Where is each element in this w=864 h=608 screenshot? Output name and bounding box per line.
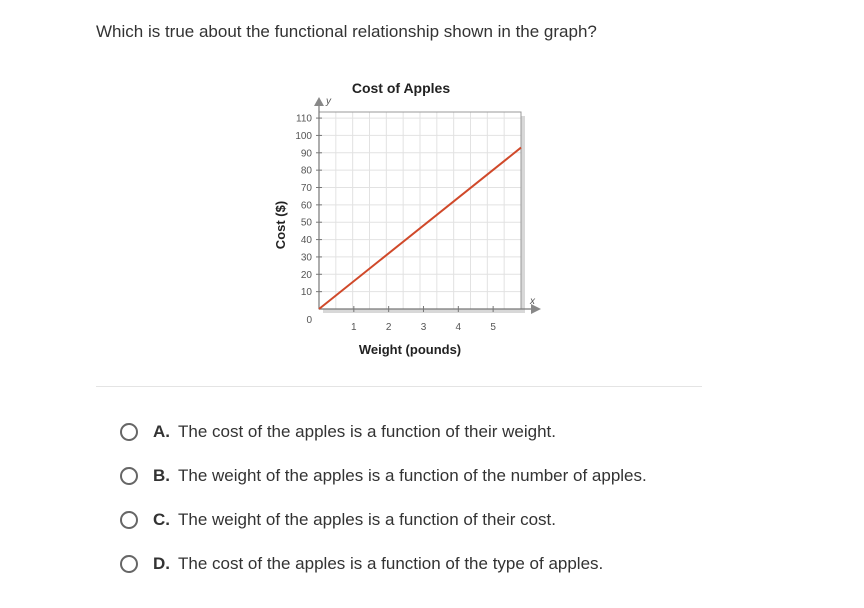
chart-svg xyxy=(260,70,560,370)
choice-b[interactable] xyxy=(120,454,647,498)
x-tick-label: 4 xyxy=(455,322,462,333)
y-tick-label: 40 xyxy=(300,235,312,247)
y-tick-label: 70 xyxy=(300,183,312,195)
y-tick-label: 100 xyxy=(295,130,312,142)
x-tick-label: 3 xyxy=(420,322,427,333)
cost-of-apples-chart xyxy=(260,70,560,370)
y-axis-arrow xyxy=(314,97,324,106)
radio-button-icon[interactable] xyxy=(120,555,138,573)
x-tick-label: 1 xyxy=(351,322,357,333)
x-axis-label: Weight (pounds) xyxy=(358,342,462,357)
x-axis-symbol: x xyxy=(530,296,535,307)
choice-text: The cost of the apples is a function of their weight. xyxy=(178,422,556,441)
y-axis-symbol: y xyxy=(326,96,331,107)
y-tick-label: 90 xyxy=(300,148,312,160)
chart-title: Cost of Apples xyxy=(351,80,451,96)
y-tick-label: 50 xyxy=(300,217,312,229)
choice-d[interactable] xyxy=(120,542,647,586)
divider xyxy=(96,386,702,387)
choice-a[interactable] xyxy=(120,410,647,454)
choice-c[interactable] xyxy=(120,498,647,542)
y-tick-label: 80 xyxy=(300,165,312,177)
y-tick-label: 10 xyxy=(300,287,312,299)
radio-button-icon[interactable] xyxy=(120,511,138,529)
y-tick-label: 20 xyxy=(300,269,312,281)
choice-letter: B. xyxy=(153,466,170,485)
choice-text: The weight of the apples is a function of their cost. xyxy=(178,510,556,529)
x-tick-label: 5 xyxy=(490,322,496,333)
y-tick-label: 110 xyxy=(296,113,312,125)
y-tick-label: 30 xyxy=(300,252,312,264)
x-tick-label: 2 xyxy=(385,322,392,333)
choice-letter: A. xyxy=(153,422,170,441)
choice-text: The weight of the apples is a function of the number of apples. xyxy=(178,466,647,485)
choice-letter: C. xyxy=(153,510,170,529)
choice-letter: D. xyxy=(153,554,170,573)
answer-choices xyxy=(120,410,647,586)
y-tick-label: 60 xyxy=(300,200,312,212)
origin-label: 0 xyxy=(306,315,312,326)
choice-text: The cost of the apples is a function of the type of apples. xyxy=(178,554,604,573)
radio-button-icon[interactable] xyxy=(120,423,138,441)
y-axis-label: Cost ($) xyxy=(273,200,288,250)
radio-button-icon[interactable] xyxy=(120,467,138,485)
question-text: Which is true about the functional relationship shown in the graph? xyxy=(96,22,597,41)
